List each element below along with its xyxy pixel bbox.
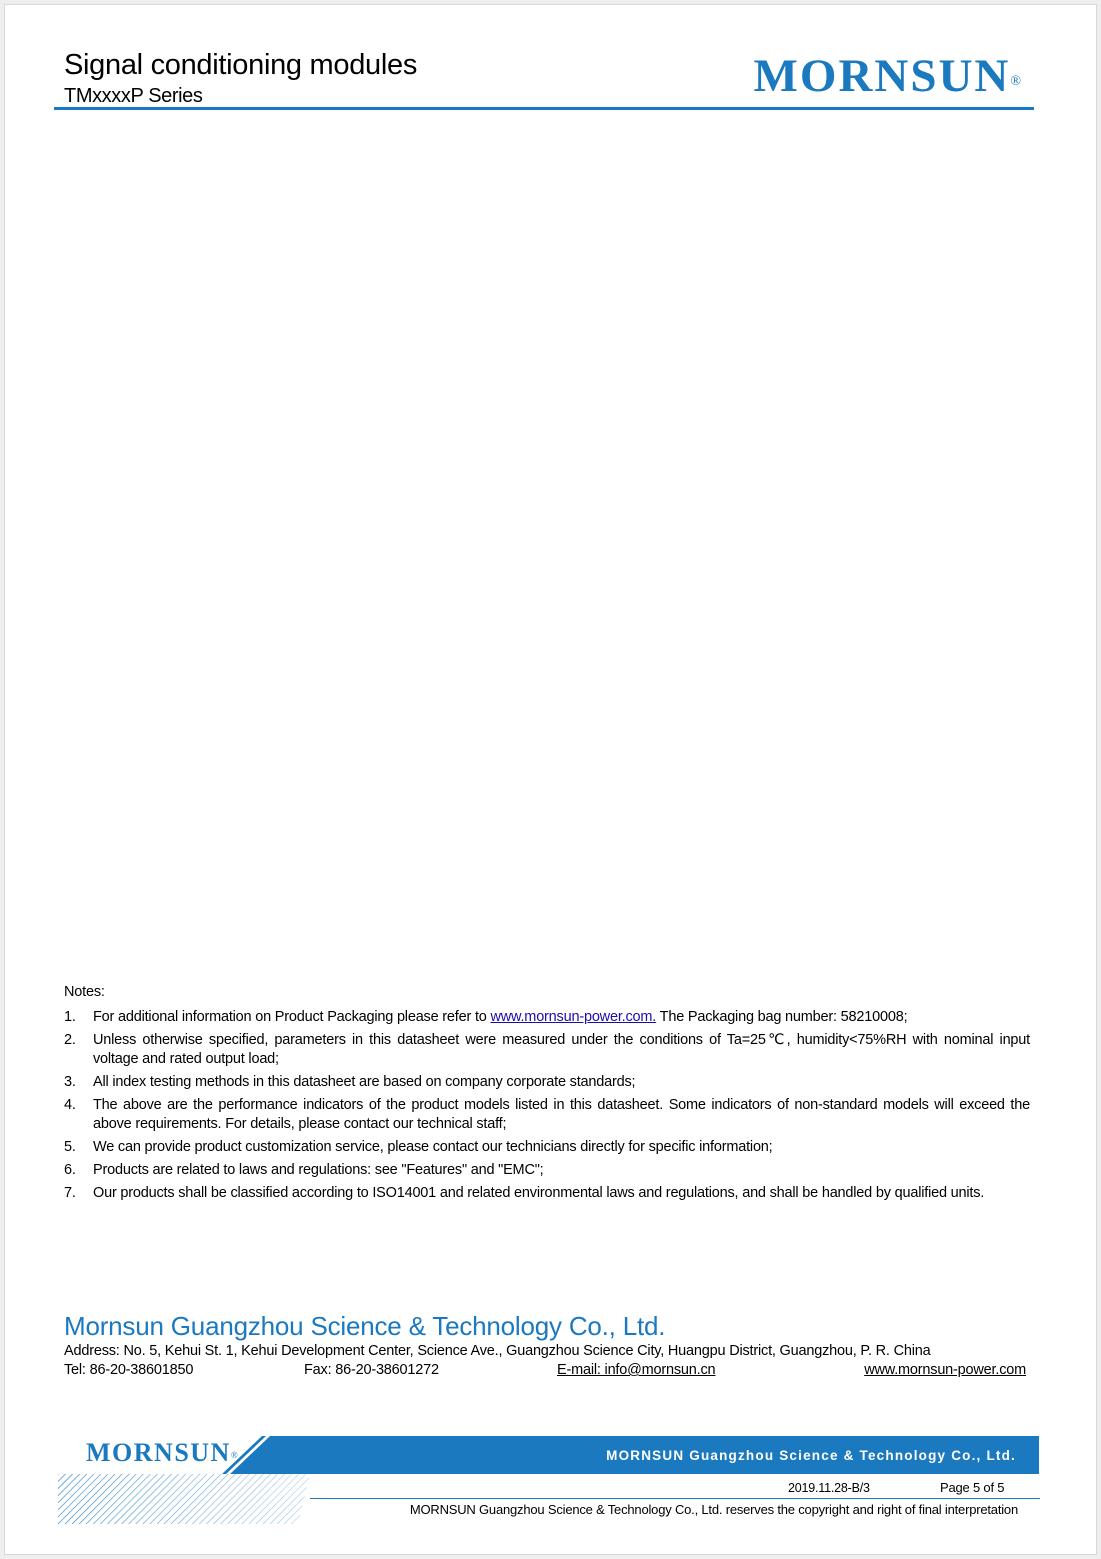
notes-section [64,983,1030,1207]
notes-title: Notes: [64,984,105,1000]
packaging-link[interactable]: www.mornsun-power.com. [490,1009,657,1025]
company-contact-row [64,1361,1026,1379]
note-number: 6. [64,1162,76,1178]
note-item [64,1138,1030,1157]
note-item [64,1073,1030,1092]
note-text: All index testing methods in this datasheet are based on company corporate standards; [93,1074,636,1090]
note-item [64,1161,1030,1180]
note-text: We can provide product customization service, please contact our technicians directly for specific information; [93,1139,773,1155]
note-item [64,1008,1030,1027]
note-number: 5. [64,1139,76,1155]
footer-bar-company: MORNSUN Guangzhou Science & Technology Co., Ltd. [606,1448,1016,1463]
mornsun-logo [754,50,1021,102]
note-text: Our products shall be classified according to ISO14001 and related environmental laws and regulations, and shall be handled by qualified units. [93,1185,985,1201]
document-title: Signal conditioning modules [64,49,418,81]
logo-text: MORNSUN [753,50,1011,102]
footer-registered-mark: ® [230,1450,238,1460]
footer-logo [86,1437,238,1469]
company-website-link[interactable]: www.mornsun-power.com [864,1362,1026,1378]
series-name: TMxxxxP Series [64,85,203,107]
notes-list [64,1008,1030,1203]
note-number: 7. [64,1185,76,1201]
footer-hatch-pattern [58,1474,310,1524]
document-date-code: 2019.11.28-B/3 [788,1481,870,1495]
company-name: Mornsun Guangzhou Science & Technology Co., Ltd. [64,1311,666,1341]
note-number: 2. [64,1032,76,1048]
note-item [64,1031,1030,1069]
note-text: The above are the performance indicators of the product models listed in this datasheet. Some indicators of non-standard models will exceed the above requirements. For details, please contact our technical staff; [93,1097,1030,1132]
footer-divider [310,1498,1040,1499]
company-phone: Tel: 86-20-38601850 [64,1362,194,1378]
note-text: For additional information on Product Packaging please refer to [93,1009,491,1025]
note-number: 1. [64,1009,76,1025]
footer-logo-text: MORNSUN [86,1438,231,1467]
note-number: 4. [64,1097,76,1113]
registered-mark: ® [1010,74,1021,89]
note-item [64,1184,1030,1203]
company-fax: Fax: 86-20-38601272 [304,1362,439,1378]
note-number: 3. [64,1074,76,1090]
note-text: Unless otherwise specified, parameters in this datasheet were measured under the conditions of Ta=25℃, humidity<75%RH with nominal input voltage and rated output load; [93,1032,1030,1067]
note-item [64,1096,1030,1134]
note-text: Products are related to laws and regulations: see "Features" and "EMC"; [93,1162,544,1178]
note-text: The Packaging bag number: 58210008; [656,1009,908,1025]
company-address: Address: No. 5, Kehui St. 1, Kehui Development Center, Science Ave., Guangzhou Science City, Huangpu District, Guangzhou, P. R. China [64,1343,931,1359]
page-number: Page 5 of 5 [940,1480,1005,1495]
copyright-notice: MORNSUN Guangzhou Science & Technology Co., Ltd. reserves the copyright and right of final interpretation [409,1502,1018,1517]
company-email-link[interactable]: E-mail: info@mornsun.cn [557,1362,716,1378]
header-divider [54,107,1034,110]
